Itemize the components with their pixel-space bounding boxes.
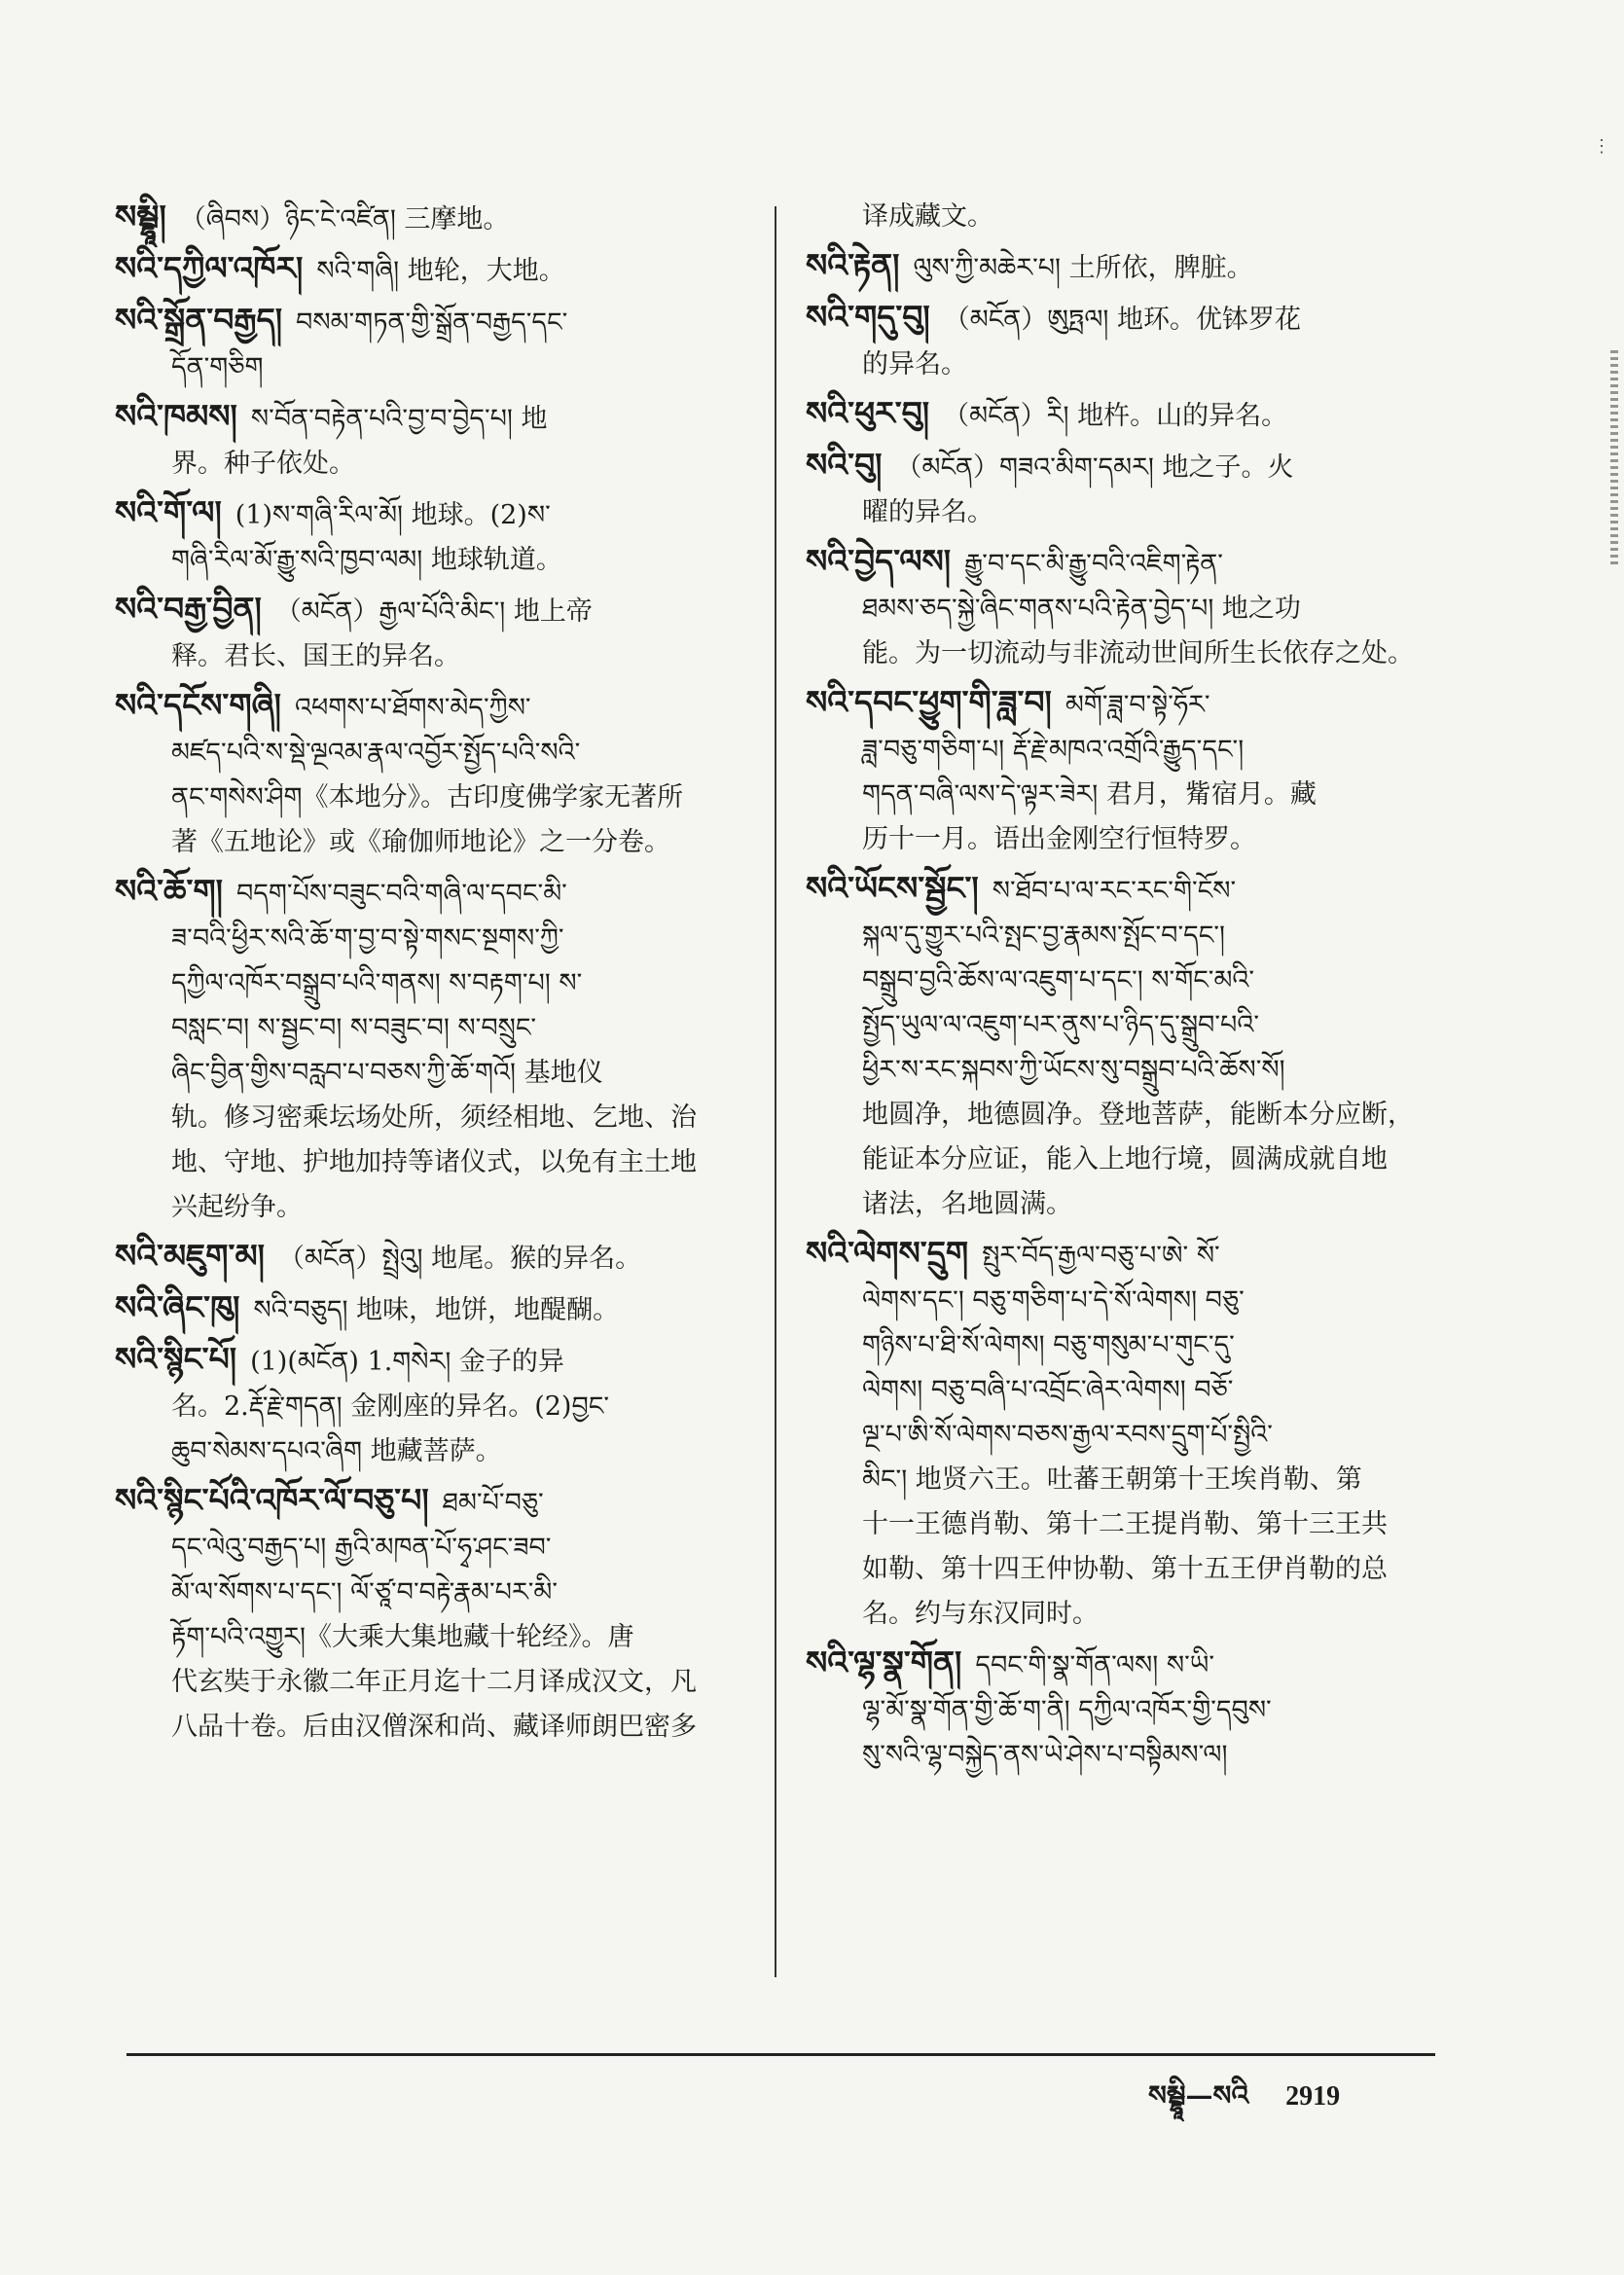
entry-definition: འཕགས་པ་ཐོགས་མེད་ཀྱིས་: [295, 693, 531, 723]
entry-headword: སའི་བུ།: [806, 446, 883, 484]
entry-continuation: 名。约与东汉同时。: [862, 1599, 1099, 1629]
entry-continuation: བསྒྲུབ་བྱའི་ཆོས་ལ་འཇུག་པ་དང་། ས་གོང་མའི་: [862, 965, 1255, 995]
entry-continuation: ཆུབ་སེམས་དཔའ་ཞིག 地藏菩萨。: [171, 1436, 502, 1466]
entry-headword: སའི་སྙིང་པོའི་འཁོར་ལོ་བཅུ་པ།: [115, 1481, 429, 1519]
entry-headword: སའི་ལེགས་དྲུག: [806, 1234, 969, 1272]
entry-headword: སའི་བརྒྱ་བྱིན།: [115, 590, 262, 628]
entry-continuation: དཀྱིལ་འཁོར་བསྒྲུབ་པའི་གནས། ས་བརྟག་པ། ས་: [171, 968, 583, 998]
entry-continuation: ཕྱིར་ས་རང་སྐབས་ཀྱི་ཡོངས་སུ་བསྒྲུབ་པའི་ཆོས་སོ།: [862, 1055, 1285, 1085]
dictionary-entry: [115, 394, 745, 487]
dictionary-entry: [806, 539, 1438, 676]
dictionary-entry: [806, 1641, 1438, 1778]
entry-headword: སའི་དཀྱིལ་འཁོར།: [115, 249, 304, 287]
entry-definition: (1)ས་གཞི་རིལ་མོ། 地球。(2)ས་: [235, 500, 551, 530]
dictionary-entry: [115, 587, 745, 679]
entry-headword: སའི་ཞིང་ཁུ།: [115, 1288, 240, 1326]
dictionary-entry: [115, 195, 745, 242]
dictionary-entry: [115, 869, 745, 1230]
dictionary-entry: [115, 683, 745, 865]
entry-definition: མགོ་ཟླ་བ་སྟེ་ཧོར་: [1065, 690, 1210, 720]
entry-continuation: 代玄奘于永徽二年正月迄十二月译成汉文，凡: [171, 1667, 697, 1697]
dictionary-entry: [806, 391, 1438, 439]
entry-continuation: དང་ལེའུ་བརྒྱད་པ། རྒྱའི་མཁན་པོ་ཧྭ་ཤང་ཟབ་: [171, 1533, 552, 1563]
entry-continuation: ཟླ་བཅུ་གཅིག་པ། རྡོ་རྗེ་མཁའ་འགྲོའི་རྒྱུད་དང་།: [862, 735, 1245, 765]
entry-definition: （མངོན）གཟའ་མིག་དམར། 地之子。火: [895, 452, 1294, 483]
dictionary-entry: [806, 243, 1438, 291]
entry-continuation: ལྔ་པ་ཨི་སོ་ལེགས་བཅས་རྒྱལ་རབས་དྲུག་པོ་སྤྱིའི་: [862, 1420, 1273, 1450]
entry-definition: （མངོན）རི། 地杵。山的异名。: [943, 401, 1288, 431]
entry-definition: （མངོན）ཨུཏྤལ། 地环。优钵罗花: [943, 305, 1301, 335]
entry-headword: སའི་བྱེད་ལས།: [806, 542, 952, 580]
entry-headword: སའི་ཕུར་བུ།: [806, 394, 930, 432]
entry-definition: སའི་བཅུད། 地味，地饼，地醍醐。: [253, 1295, 620, 1325]
entry-continuation: གདན་བཞི་ལས་དེ་ལྟར་ཟེར། 君月，觜宿月。藏: [862, 779, 1317, 810]
entry-headword: སའི་སྒྲོན་བརྒྱད།: [115, 301, 283, 339]
entry-headword: སའི་ཆོ་ག།: [115, 872, 223, 910]
entry-continuation: མོ་ལ་སོགས་པ་དང་། ལོ་ཙཱ་བ་བརྟེ་རྣམ་པར་མི་: [171, 1577, 559, 1607]
dictionary-entry: [806, 443, 1438, 535]
entry-continuation: 能证本分应证，能入上地行境，圆满成就自地: [862, 1144, 1388, 1174]
entry-continuation: 诸法，名地圆满。: [862, 1189, 1072, 1219]
entry-continuation: ལེགས། བཅུ་བཞི་པ་འབྲོང་ཞེར་ལེགས། བཅོ་: [862, 1375, 1234, 1405]
entry-continuation: 能。为一切流动与非流动世间所生长依存之处。: [862, 638, 1414, 668]
entry-definition: སྤུར་བོད་རྒྱལ་བཅུ་པ་ཨེ་ སོ་: [982, 1241, 1220, 1271]
entry-headword: སའི་ཁམས།: [115, 397, 237, 435]
entry-definition: དབང་གི་སྣ་གོན་ལས། ས་ཡི་: [975, 1650, 1215, 1680]
entry-continuation: གཞི་རིལ་མོ་རྒྱུ་སའི་ཁྱབ་ལམ། 地球轨道。: [171, 545, 562, 575]
entry-continuation: 界。种子依处。: [171, 449, 355, 479]
right-column: [806, 195, 1438, 1782]
entry-continuation: ཐམས་ཅད་སྐྱེ་ཞིང་གནས་པའི་རྟེན་བྱེད་པ། 地之功: [862, 594, 1301, 624]
column-divider: [775, 206, 776, 1977]
entry-continuation: ཟ་བའི་ཕྱིར་སའི་ཆོ་ག་བྱ་བ་སྟེ་གསང་སྔགས་ཀྱི་: [171, 923, 564, 954]
entry-continuation: རྟོག་པའི་འགྱུར།《大乘大集地藏十轮经》。唐: [171, 1622, 634, 1652]
entry-definition: སའི་གཞི། 地轮，大地。: [316, 256, 565, 286]
entry-continuation: གཉིས་པ་ཐི་སོ་ལེགས། བཅུ་གསུམ་པ་གུང་དུ་: [862, 1330, 1235, 1360]
entry-headword: སའི་གདུ་བུ།: [806, 298, 930, 336]
continued-text: 译成藏文。: [862, 201, 993, 232]
entry-continuation: ལེགས་དང་། བཅུ་གཅིག་པ་དེ་སོ་ལེགས། བཅུ་: [862, 1285, 1245, 1316]
dictionary-entry: [115, 1285, 745, 1333]
entry-definition: ས་ཐོབ་པ་ལ་རང་རང་གི་ངོས་: [992, 876, 1237, 906]
entry-continuation: 著《五地论》或《瑜伽师地论》之一分卷。: [171, 827, 670, 857]
entry-definition: ས་བོན་བརྟེན་པའི་བྱ་བ་བྱེད་པ། 地: [250, 404, 548, 434]
entry-continuation: མཛད་པའི་ས་སྡེ་ལྔའམ་རྣལ་འབྱོར་སྤྱོད་པའི་སའི་: [171, 738, 581, 768]
entry-definition: རྒྱུ་བ་དང་མི་རྒྱུ་བའི་འཇིག་རྟེན་: [964, 549, 1223, 579]
entry-headword: སའི་གོ་ལ།: [115, 493, 222, 531]
entry-continuation: དོན་གཅིག: [171, 352, 264, 382]
entry-continuation: སྤྱོད་ཡུལ་ལ་འཇུག་པར་ནུས་པ་ཉིད་དུ་སྒྲུབ་པའི་: [862, 1010, 1260, 1040]
dictionary-entry: [115, 490, 745, 583]
footer-rule: [126, 2053, 1435, 2056]
entry-continuation: 地、守地、护地加持等诸仪式，以免有主土地: [171, 1147, 697, 1177]
entry-continuation: སྐལ་དུ་གྱུར་པའི་སྤང་བྱ་རྣམས་སྤོང་བ་དང་།: [862, 921, 1226, 951]
dictionary-entry: [115, 1337, 745, 1474]
dictionary-entry: [806, 1231, 1438, 1637]
page-footer: [1148, 2065, 1340, 2142]
page-number: 2919: [1285, 2081, 1341, 2112]
edge-mark: ⋮: [1593, 136, 1610, 157]
entry-headword: སའི་སྙིང་པོ།: [115, 1340, 237, 1378]
entry-continuation: མིང་། 地贤六王。吐蕃王朝第十王埃肖勒、第: [862, 1464, 1362, 1495]
entry-definition: （མངོན）རྒྱལ་པོའི་མིང་། 地上帝: [274, 596, 593, 627]
entry-headword: སའི་མཇུག་མ།: [115, 1237, 265, 1275]
dictionary-entry: [115, 246, 745, 294]
entry-continuation: 如勒、第十四王仲协勒、第十五王伊肖勒的总: [862, 1554, 1388, 1584]
entry-continuation: ནང་གསེས་ཤིག《本地分》。古印度佛学家无著所: [171, 782, 684, 812]
entry-continuation: 曜的异名。: [862, 497, 993, 527]
entry-definition: (1)(མངོན) 1.གསེར། 金子的异: [250, 1347, 564, 1377]
dictionary-entry: [806, 680, 1438, 862]
entry-definition: （མངོན）སྤྲེའུ། 地尾。猴的异名。: [277, 1244, 642, 1274]
dictionary-entry: [806, 866, 1438, 1227]
entry-headword: སམྦྷཱི།: [115, 198, 166, 235]
entry-continuation: ལྷ་མོ་སྣ་གོན་གྱི་ཆོ་ག་ནི། དཀྱིལ་འཁོར་གྱི་དབུས་: [862, 1695, 1272, 1725]
dictionary-entry: [115, 298, 745, 390]
entry-definition: ལུས་ཀྱི་མཆེར་པ། 土所依，脾脏。: [913, 253, 1253, 283]
entry-continuation: 名。2.རྡོ་རྗེ་གདན། 金刚座的异名。(2)བྱང་: [171, 1391, 610, 1422]
running-head: སམྦྷཱི—སའི: [1148, 2079, 1249, 2112]
entry-continuation: 十一王德肖勒、第十二王提肖勒、第十三王共: [862, 1509, 1388, 1539]
entry-continuation: 兴起纷争。: [171, 1192, 303, 1222]
entry-continuation: 的异名。: [862, 349, 967, 379]
entry-continuation: 历十一月。语出金刚空行恒特罗。: [862, 824, 1256, 854]
entry-headword: སའི་ཡོངས་སྦྱོང་།: [806, 869, 979, 907]
entry-definition: ཐམ་པོ་བཅུ་: [442, 1488, 544, 1518]
entry-headword: སའི་དངོས་གཞི།: [115, 686, 282, 724]
entry-headword: སའི་དབང་ཕྱུག་གི་ཟླ་བ།: [806, 683, 1052, 721]
entry-headword: སའི་ལྷ་སྣ་གོན།: [806, 1643, 962, 1681]
entry-continuation: 释。君长、国王的异名。: [171, 641, 460, 671]
entry-definition: བསམ་གཏན་གྱི་སྒྲོན་བརྒྱད་དང་: [296, 307, 568, 338]
dictionary-entry: [806, 295, 1438, 387]
entry-definition: （ཞིབས）ཉིང་ངེ་འཛིན། 三摩地。: [179, 204, 510, 235]
entry-continuation: 地圆净，地德圆净。登地菩萨，能断本分应断，: [862, 1100, 1414, 1130]
dictionary-entry: [115, 1478, 745, 1750]
entry-continuation: 八品十卷。后由汉僧深和尚、藏译师朗巴密多: [171, 1712, 697, 1742]
entry-continuation: ཞིང་བྱིན་གྱིས་བརླབ་པ་བཅས་ཀྱི་ཆོ་གའོ། 基地仪: [171, 1058, 603, 1088]
left-column: [115, 195, 745, 1753]
entry-continuation: སུ་སའི་ལྷ་བསྐྱེད་ནས་ཡེ་ཤེས་པ་བསྟིམས་ལ།: [862, 1740, 1228, 1770]
entry-continuation: བསླང་བ། ས་སྦྱང་བ། ས་བཟུང་བ། ས་བསྲུང་: [171, 1013, 537, 1043]
dictionary-entry: [115, 1234, 745, 1282]
entry-headword: སའི་རྟེན།: [806, 246, 900, 284]
scan-edge-marks: [1610, 350, 1618, 564]
entry-definition: བདག་པོས་བཟུང་བའི་གཞི་ལ་དབང་མི་: [235, 879, 567, 909]
entry-continuation: 轨。修习密乘坛场处所，须经相地、乞地、治: [171, 1102, 697, 1133]
